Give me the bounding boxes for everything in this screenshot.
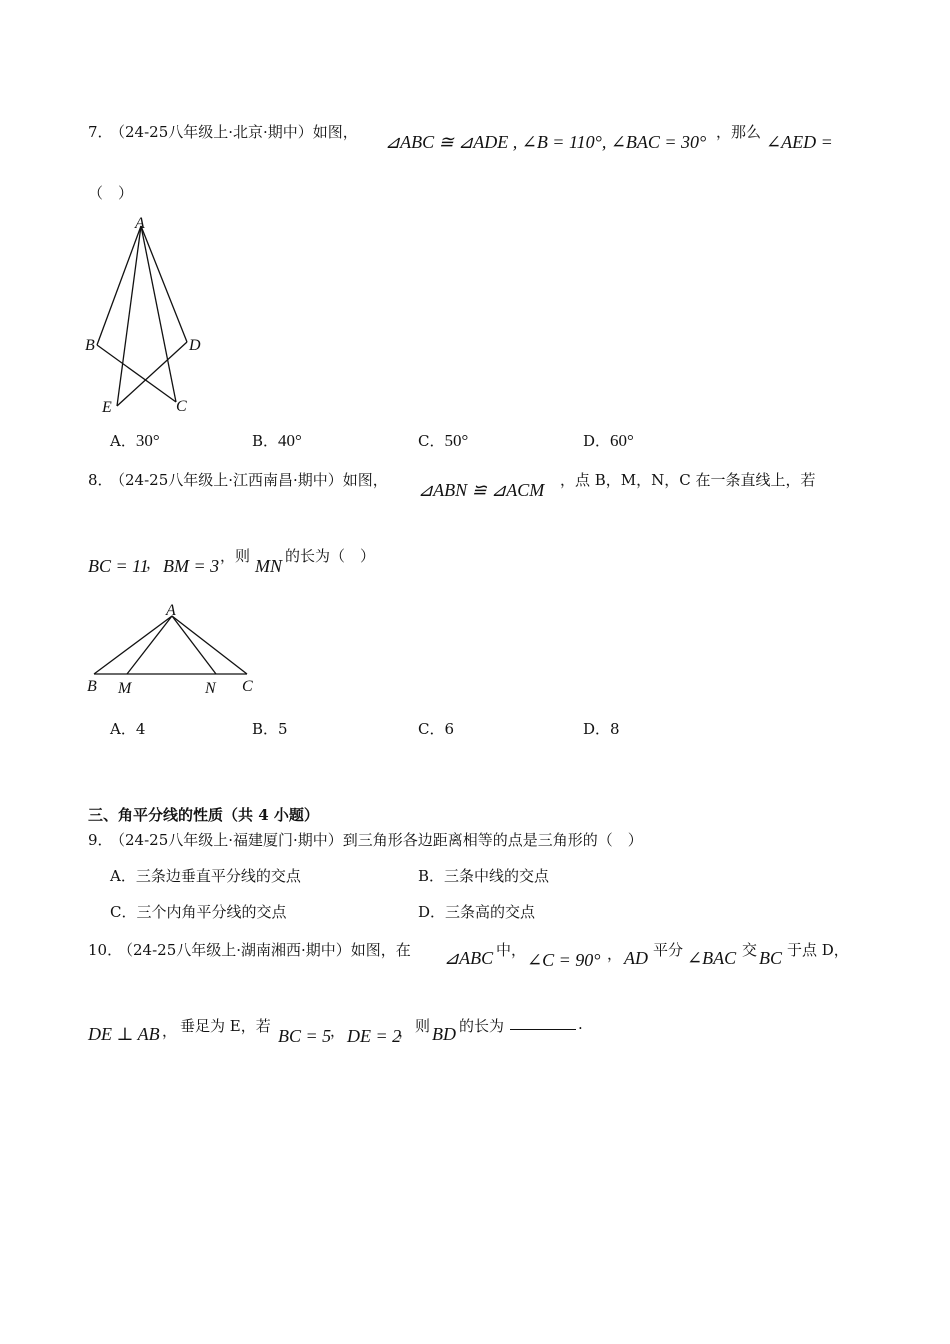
q10-text-then: 则 (415, 1017, 431, 1035)
q7-text-then: ，那么 (716, 123, 762, 141)
q10-math-triangle-abc: ⊿ABC (444, 948, 494, 968)
q10-comma-2: ， (162, 1022, 178, 1040)
q10-text-at-point-d: 于点 D， (787, 941, 849, 959)
q7-label-c: C (176, 398, 187, 415)
q8-math-mn: MN (255, 556, 282, 576)
section-3-title: 三、角平分线的性质（共 4 小题） (88, 806, 319, 824)
q9-option-c-value: 三个内角平分线的交点 (136, 903, 287, 921)
q7-source: （24-25八年级上·北京·期中）如图， (110, 123, 358, 141)
q10-answer-blank[interactable] (510, 1015, 576, 1034)
q8-option-b[interactable] (252, 718, 288, 739)
q8-label-n: N (205, 680, 216, 697)
q8-text-length: 的长为（ ） (285, 547, 376, 565)
q7-figure (80, 210, 220, 420)
q9-option-d[interactable] (418, 901, 535, 922)
q9-option-a[interactable] (110, 865, 301, 886)
q8-label-b: B (87, 678, 97, 695)
q10-text-foot-e: 垂足为 E，若 (180, 1017, 271, 1035)
q7-option-a-value: 30° (135, 431, 160, 450)
q7-option-d-letter: D． (583, 432, 611, 450)
q9-option-a-letter: A． (110, 867, 136, 885)
q8-math-bc: BC = 11 (88, 556, 149, 576)
q8-option-d-letter: D． (583, 720, 611, 738)
q7-segment-ab (97, 226, 141, 345)
q10-number: 10． (88, 941, 123, 959)
q8-label-a: A (166, 602, 176, 619)
q10-text-length: 的长为 (459, 1017, 505, 1035)
q7-answer-paren: （ ） (88, 184, 134, 202)
q7-option-a-letter: A． (110, 432, 136, 450)
q8-math-congruence: ⊿ABN ≌ ⊿ACM (418, 480, 545, 500)
q8-comma-1: ， (146, 554, 162, 572)
q8-source: （24-25八年级上·江西南昌·期中）如图， (110, 471, 388, 489)
q7-segment-ac (141, 226, 176, 402)
q7-option-d[interactable] (583, 430, 634, 451)
q8-figure (80, 598, 270, 698)
q8-option-a[interactable] (110, 718, 145, 739)
q7-segment-ae (117, 226, 141, 406)
q10-math-de-perp-ab: DE ⊥ AB (88, 1024, 160, 1044)
q9-option-d-letter: D． (418, 903, 446, 921)
q7-option-b-letter: B． (252, 432, 279, 450)
q7-segment-ad (141, 226, 187, 342)
q10-text-bisects: 平分 (653, 941, 684, 959)
q8-number: 8． (88, 471, 113, 489)
q7-segment-de (117, 342, 187, 406)
q8-text-points: ，点 B，M，N，C 在一条直线上，若 (560, 471, 816, 489)
q9-option-b[interactable] (418, 865, 549, 886)
q10-math-angle-bac: ∠BAC (687, 948, 737, 968)
q8-option-a-letter: A． (110, 720, 136, 738)
q10-text-in: 中， (496, 941, 527, 959)
q9-option-c[interactable] (110, 901, 287, 922)
q7-option-b-value: 40° (278, 431, 302, 450)
q7-label-d: D (189, 337, 201, 354)
q8-option-d[interactable] (583, 718, 620, 739)
q8-math-bm: BM = 3 (163, 556, 220, 576)
q7-option-c[interactable] (418, 430, 468, 451)
q7-option-b[interactable] (252, 430, 302, 451)
q8-option-a-value: 4 (135, 720, 146, 738)
q7-option-c-letter: C． (418, 432, 445, 450)
q10-math-de-2: DE = 2 (347, 1026, 402, 1046)
q7-segment-bc (97, 345, 176, 402)
q7-option-a[interactable] (110, 430, 160, 451)
q8-option-c-letter: C． (418, 720, 445, 738)
q10-period: . (578, 1015, 583, 1033)
q10-math-bd: BD (432, 1024, 456, 1044)
q7-math-congruence: ⊿ABC ≅ ⊿ADE , ∠B = 110°, ∠BAC = 30° (385, 132, 707, 152)
q7-number: 7． (88, 123, 113, 141)
q7-label-a: A (135, 215, 145, 232)
q9-option-b-letter: B． (418, 867, 445, 885)
q10-math-ad: AD (624, 948, 648, 968)
q8-option-b-letter: B． (252, 720, 279, 738)
q8-label-m: M (118, 680, 132, 697)
q9-option-d-value: 三条高的交点 (445, 903, 536, 921)
q10-math-angle-c: ∠C = 90° (527, 950, 601, 970)
q9-option-c-letter: C． (110, 903, 137, 921)
q8-option-b-value: 5 (278, 720, 288, 738)
q8-option-c-value: 6 (444, 720, 455, 738)
q10-comma-4: ， (398, 1022, 414, 1040)
q7-label-b: B (85, 337, 95, 354)
q8-option-d-value: 8 (610, 720, 620, 738)
q10-comma-3: ， (330, 1022, 346, 1040)
q7-label-e: E (102, 399, 112, 416)
q9-text: （24-25八年级上·福建厦门·期中）到三角形各边距离相等的点是三角形的（ ） (110, 831, 643, 849)
q10-text-meets: 交 (742, 941, 758, 959)
q7-option-d-value: 60° (610, 431, 634, 450)
q8-label-c: C (242, 678, 253, 695)
q10-math-bc: BC (759, 948, 783, 968)
q9-option-a-value: 三条边垂直平分线的交点 (135, 867, 301, 885)
q10-comma-1: ， (607, 945, 623, 963)
q7-math-angle-aed: ∠AED = (766, 132, 833, 152)
q9-number: 9． (88, 831, 113, 849)
q9-option-b-value: 三条中线的交点 (444, 867, 550, 885)
q10-source: （24-25八年级上·湖南湘西·期中）如图，在 (118, 941, 411, 959)
q8-option-c[interactable] (418, 718, 454, 739)
q8-text-then: ，则 (220, 547, 251, 565)
q10-math-bc-5: BC = 5 (278, 1026, 332, 1046)
q7-option-c-value: 50° (444, 431, 469, 450)
